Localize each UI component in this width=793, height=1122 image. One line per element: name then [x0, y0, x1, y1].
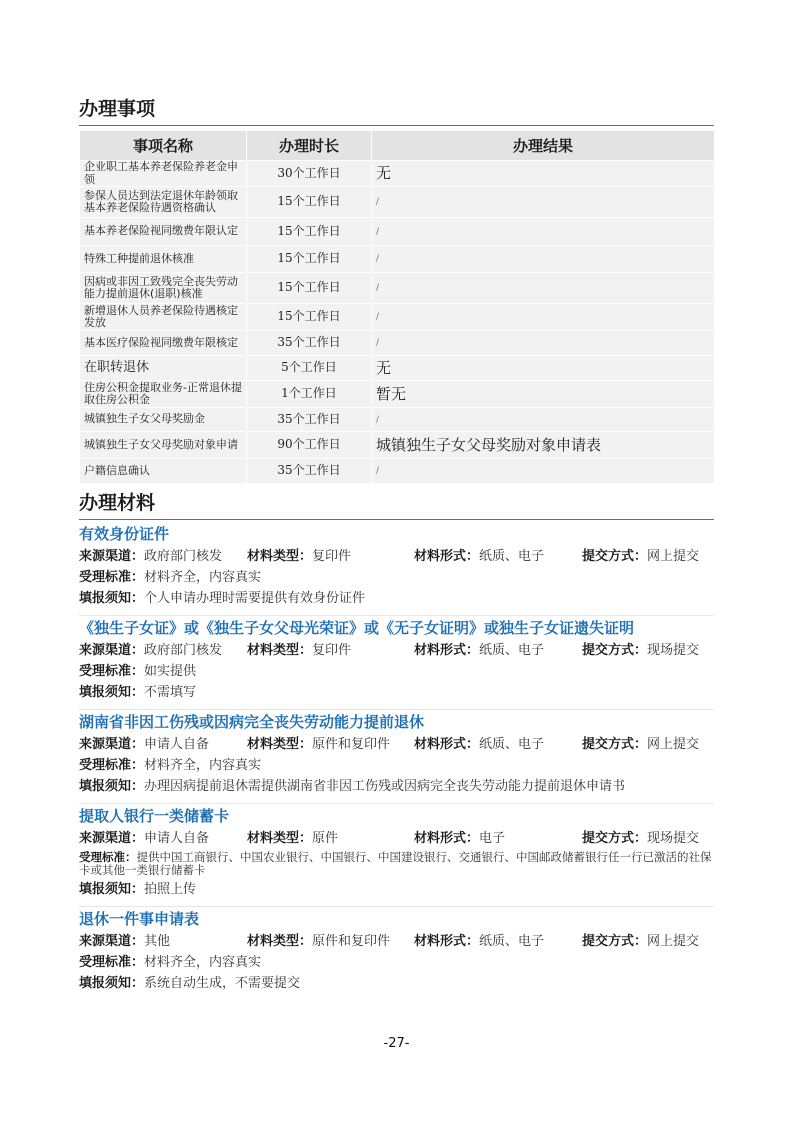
row-result: / [372, 304, 715, 331]
form-value: 纸质、电子 [479, 934, 545, 949]
row-name: 基本医疗保险视同缴费年限核定 [80, 331, 247, 356]
row-name: 新增退休人员养老保险待遇核定发放 [80, 304, 247, 331]
submit-label: 提交方式： [582, 643, 648, 658]
row-name: 特殊工种提前退休核准 [80, 246, 247, 273]
material-title: 《独生子女证》或《独生子女父母光荣证》或《无子女证明》或独生子女证遗失证明 [79, 619, 635, 637]
submit-value: 网上提交 [647, 549, 700, 564]
row-result: / [372, 273, 715, 304]
row-duration: 5个工作日 [247, 356, 372, 381]
source-label: 来源渠道： [79, 737, 145, 752]
row-result: 城镇独生子女父母奖励对象申请表 [372, 432, 715, 459]
row-result: / [372, 218, 715, 246]
form-value: 纸质、电子 [479, 737, 545, 752]
row-duration: 35个工作日 [247, 331, 372, 356]
notice-value: 拍照上传 [144, 882, 197, 897]
form-label: 材料形式： [414, 643, 480, 658]
form-label: 材料形式： [414, 737, 480, 752]
form-label: 材料形式： [414, 934, 480, 949]
source-label: 来源渠道： [79, 549, 145, 564]
row-name: 参保人员达到法定退休年龄领取基本养老保险待遇资格确认 [80, 187, 247, 218]
row-result: 暂无 [372, 381, 715, 408]
submit-label: 提交方式： [582, 737, 648, 752]
notice-line [79, 776, 714, 797]
type-value: 复印件 [312, 549, 352, 564]
submit-value: 网上提交 [647, 934, 700, 949]
table-row [80, 273, 715, 304]
standard-value: 材料齐全，内容真实 [144, 955, 262, 970]
standard-label: 受理标准： [79, 664, 145, 679]
material-item [79, 710, 714, 804]
standard-line [79, 952, 714, 973]
row-name: 企业职工基本养老保险养老金申领 [80, 161, 247, 187]
row-duration: 15个工作日 [247, 273, 372, 304]
notice-value: 个人申请办理时需要提供有效身份证件 [144, 591, 366, 606]
table-row [80, 459, 715, 484]
notice-label: 填报须知： [79, 976, 145, 991]
material-title: 提取人银行一类储蓄卡 [79, 807, 230, 825]
submit-value: 现场提交 [647, 643, 700, 658]
notice-line [79, 588, 714, 609]
row-duration: 35个工作日 [247, 408, 372, 432]
source-value: 申请人自备 [144, 831, 210, 846]
row-result: / [372, 459, 715, 484]
row-result: / [372, 187, 715, 218]
row-duration: 15个工作日 [247, 218, 372, 246]
section-title-materials: 办理材料 [79, 488, 714, 520]
table-header-row [80, 131, 715, 161]
row-name: 基本养老保险视同缴费年限认定 [80, 218, 247, 246]
table-row [80, 381, 715, 408]
row-duration: 1个工作日 [247, 381, 372, 408]
standard-line [79, 661, 714, 682]
items-table [79, 130, 715, 484]
row-duration: 35个工作日 [247, 459, 372, 484]
material-meta-row [79, 931, 714, 952]
form-value: 纸质、电子 [479, 549, 545, 564]
type-label: 材料类型： [247, 934, 313, 949]
type-label: 材料类型： [247, 737, 313, 752]
header-name: 事项名称 [80, 131, 247, 161]
material-meta-row [79, 546, 714, 567]
notice-line [79, 879, 714, 900]
row-duration: 15个工作日 [247, 187, 372, 218]
type-value: 原件和复印件 [312, 934, 391, 949]
table-row [80, 218, 715, 246]
form-label: 材料形式： [414, 549, 480, 564]
standard-value: 材料齐全，内容真实 [144, 570, 262, 585]
table-row [80, 408, 715, 432]
source-label: 来源渠道： [79, 831, 145, 846]
notice-label: 填报须知： [79, 591, 145, 606]
submit-label: 提交方式： [582, 934, 648, 949]
row-result: 无 [372, 356, 715, 381]
type-label: 材料类型： [247, 643, 313, 658]
row-duration: 15个工作日 [247, 246, 372, 273]
row-result: 无 [372, 161, 715, 187]
row-result: / [372, 408, 715, 432]
material-meta-row [79, 828, 714, 849]
header-result: 办理结果 [372, 131, 715, 161]
standard-label: 受理标准： [79, 850, 137, 864]
page-number: -27- [383, 1036, 410, 1051]
row-duration: 90个工作日 [247, 432, 372, 459]
standard-label: 受理标准： [79, 955, 145, 970]
notice-label: 填报须知： [79, 882, 145, 897]
header-duration: 办理时长 [247, 131, 372, 161]
material-meta-row [79, 734, 714, 755]
type-value: 原件和复印件 [312, 737, 391, 752]
section-title-items: 办理事项 [79, 94, 714, 126]
notice-label: 填报须知： [79, 779, 145, 794]
standard-value: 提供中国工商银行、中国农业银行、中国银行、中国建设银行、交通银行、中国邮政储蓄银行任一行已激活的社保卡或其他一类银行储蓄卡 [79, 850, 712, 877]
form-value: 纸质、电子 [479, 643, 545, 658]
row-name: 城镇独生子女父母奖励对象申请 [80, 432, 247, 459]
submit-label: 提交方式： [582, 549, 648, 564]
standard-value: 材料齐全，内容真实 [144, 758, 262, 773]
standard-label: 受理标准： [79, 758, 145, 773]
standard-line [79, 567, 714, 588]
standard-label: 受理标准： [79, 570, 145, 585]
submit-label: 提交方式： [582, 831, 648, 846]
source-value: 政府部门核发 [144, 549, 223, 564]
type-label: 材料类型： [247, 549, 313, 564]
row-name: 户籍信息确认 [80, 459, 247, 484]
source-label: 来源渠道： [79, 643, 145, 658]
standard-line [79, 755, 714, 776]
notice-value: 系统自动生成，不需要提交 [144, 976, 301, 991]
material-item [79, 616, 714, 710]
standard-line [79, 849, 714, 879]
material-item [79, 522, 714, 616]
source-value: 政府部门核发 [144, 643, 223, 658]
type-value: 原件 [312, 831, 339, 846]
form-label: 材料形式： [414, 831, 480, 846]
table-row [80, 304, 715, 331]
row-result: / [372, 331, 715, 356]
row-duration: 30个工作日 [247, 161, 372, 187]
row-duration: 15个工作日 [247, 304, 372, 331]
material-item [79, 804, 714, 907]
material-title: 湖南省非因工伤残或因病完全丧失劳动能力提前退休 [79, 713, 425, 731]
table-row [80, 432, 715, 459]
notice-value: 办理因病提前退休需提供湖南省非因工伤残或因病完全丧失劳动能力提前退休申请书 [144, 779, 626, 794]
submit-value: 现场提交 [647, 831, 700, 846]
row-name: 在职转退休 [80, 356, 247, 381]
notice-value: 不需填写 [144, 685, 197, 700]
material-title: 退休一件事申请表 [79, 910, 200, 928]
row-name: 城镇独生子女父母奖励金 [80, 408, 247, 432]
table-row [80, 161, 715, 187]
material-item [79, 907, 714, 1000]
table-row [80, 246, 715, 273]
submit-value: 网上提交 [647, 737, 700, 752]
materials-list [79, 522, 714, 1000]
row-result: / [372, 246, 715, 273]
notice-line [79, 973, 714, 994]
notice-label: 填报须知： [79, 685, 145, 700]
type-value: 复印件 [312, 643, 352, 658]
type-label: 材料类型： [247, 831, 313, 846]
source-value: 申请人自备 [144, 737, 210, 752]
material-meta-row [79, 640, 714, 661]
row-name: 住房公积金提取业务-正常退休提取住房公积金 [80, 381, 247, 408]
material-title: 有效身份证件 [79, 525, 170, 543]
notice-line [79, 682, 714, 703]
row-name: 因病或非因工致残完全丧失劳动能力提前退休(退职)核准 [80, 273, 247, 304]
table-row [80, 331, 715, 356]
table-row [80, 187, 715, 218]
standard-value: 如实提供 [144, 664, 197, 679]
form-value: 电子 [479, 831, 506, 846]
table-row [80, 356, 715, 381]
source-value: 其他 [144, 934, 171, 949]
source-label: 来源渠道： [79, 934, 145, 949]
